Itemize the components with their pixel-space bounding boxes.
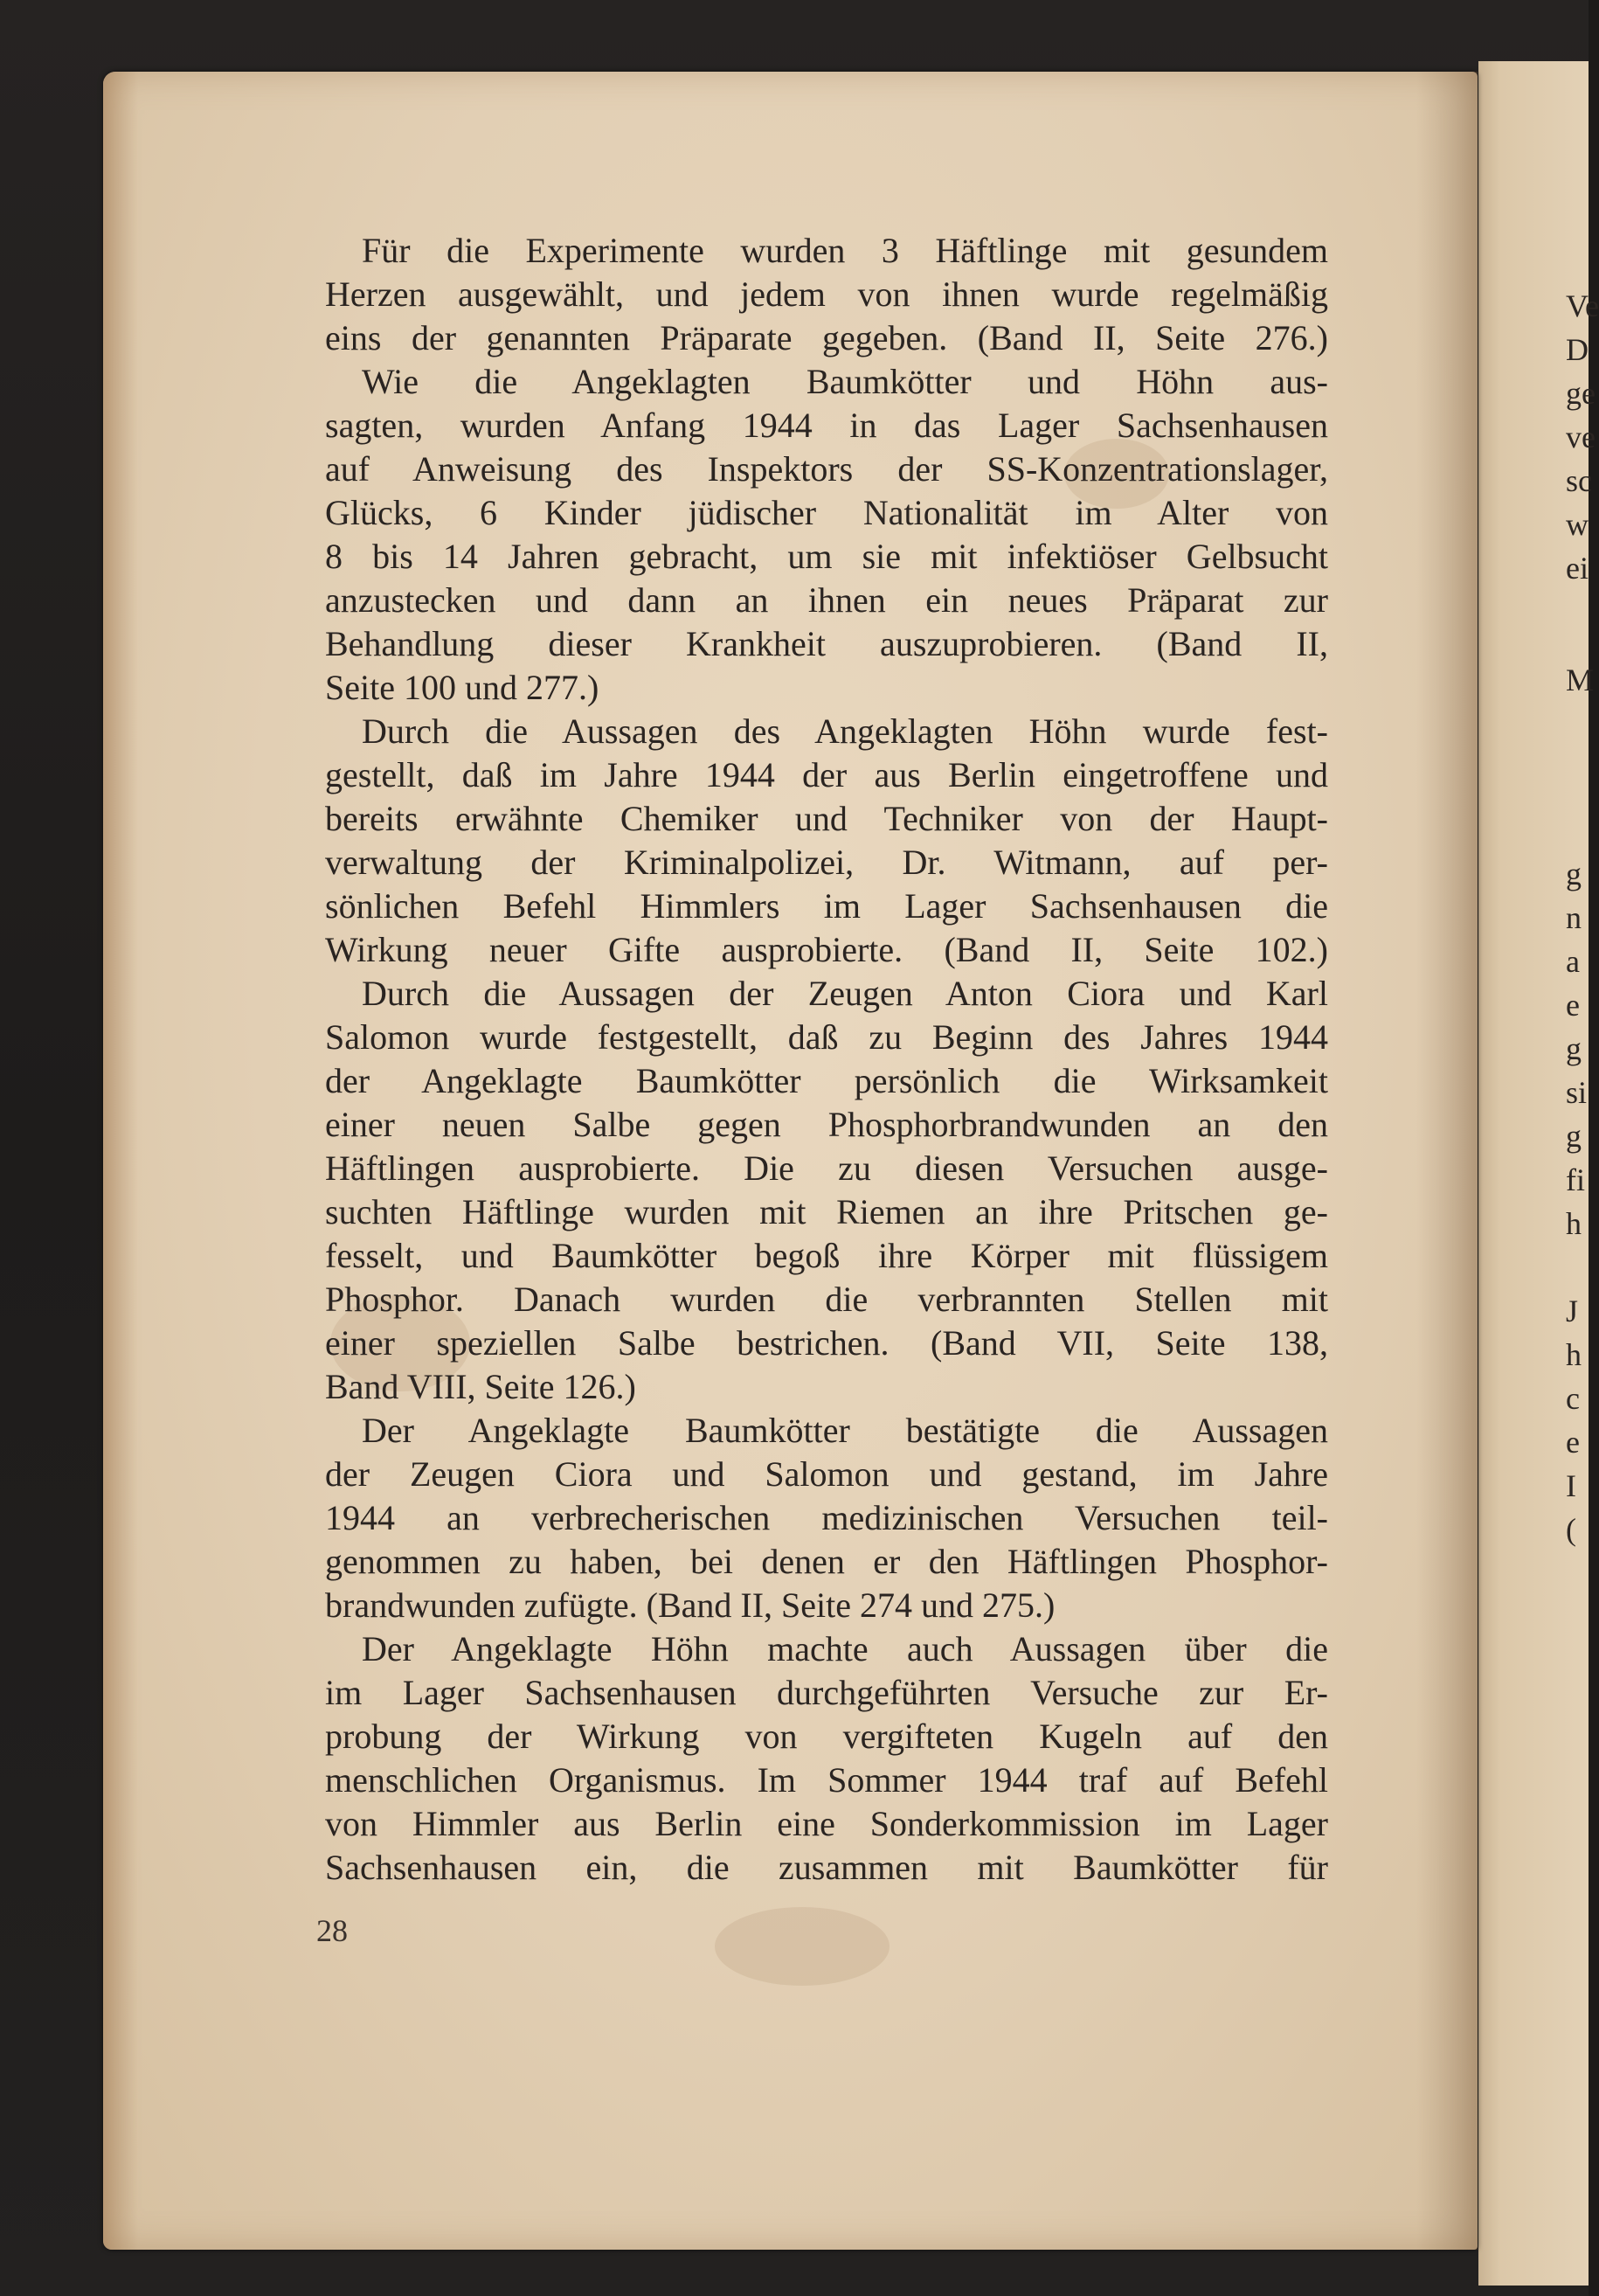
text-line: Sachsenhausen ein, die zusammen mit Baumkötter für [325,1848,1328,1887]
text-line: suchten Häftlinge wurden mit Riemen an ihre Pritschen ge- [325,1192,1328,1231]
facing-page-fragment: g [1566,1119,1582,1154]
text-line: verwaltung der Kriminalpolizei, Dr. Witmann, auf per- [325,843,1328,882]
facing-page-fragment: ei [1566,551,1589,586]
facing-page-fragment: g [1566,1031,1582,1066]
text-line: Für die Experimente wurden 3 Häftlinge mit gesundem [362,231,1328,270]
text-line: gestellt, daß im Jahre 1944 der aus Berlin eingetroffene und [325,755,1328,794]
text-line: Herzen ausgewählt, und jedem von ihnen wurde regelmäßig [325,274,1328,314]
text-line: Band VIII, Seite 126.) [325,1367,636,1406]
text-line: der Zeugen Ciora und Salomon und gestand, im Jahre [325,1454,1328,1494]
text-line: fesselt, und Baumkötter begoß ihre Körper mit flüssigem [325,1236,1328,1275]
text-line: Behandlung dieser Krankheit auszuprobieren. (Band II, [325,624,1328,663]
text-line: 1944 an verbrecherischen medizinischen Versuchen teil- [325,1498,1328,1537]
facing-page-fragment: fi [1566,1162,1585,1197]
text-line: Glücks, 6 Kinder jüdischer Nationalität im Alter von [325,493,1328,532]
facing-page-edge [1478,61,1599,2286]
facing-page-fragment: ve [1566,420,1596,454]
text-line: Wie die Angeklagten Baumkötter und Höhn aus- [362,362,1328,401]
text-line: sagten, wurden Anfang 1944 in das Lager Sachsenhausen [325,406,1328,445]
text-line: Seite 100 und 277.) [325,668,599,707]
text-line: im Lager Sachsenhausen durchgeführten Versuche zur Er- [325,1673,1328,1712]
facing-page-fragment: Ve [1566,288,1599,323]
text-line: einer neuen Salbe gegen Phosphorbrandwunden an den [325,1105,1328,1144]
text-line: 8 bis 14 Jahren gebracht, um sie mit infektiöser Gelbsucht [325,537,1328,576]
text-line: Der Angeklagte Baumkötter bestätigte die Aussagen [362,1411,1328,1450]
text-line: Häftlingen ausprobierte. Die zu diesen Versuchen ausge- [325,1148,1328,1188]
text-line: der Angeklagte Baumkötter persönlich die Wirksamkeit [325,1061,1328,1100]
text-line: von Himmler aus Berlin eine Sonderkommission im Lager [325,1804,1328,1843]
facing-page-fragment: h [1566,1337,1582,1372]
text-line: Phosphor. Danach wurden die verbrannten Stellen mit [325,1280,1328,1319]
text-line: Wirkung neuer Gifte ausprobierte. (Band II, Seite 102.) [325,930,1328,969]
text-line: sönlichen Befehl Himmlers im Lager Sachsenhausen die [325,886,1328,926]
text-line: anzustecken und dann an ihnen ein neues Präparat zur [325,580,1328,620]
facing-page-fragment: ( [1566,1512,1576,1547]
text-line: Durch die Aussagen des Angeklagten Höhn wurde fest- [362,711,1328,751]
text-line: Durch die Aussagen der Zeugen Anton Ciora und Karl [362,974,1328,1013]
facing-page-fragment: h [1566,1206,1582,1241]
facing-page-fragment: sc [1566,463,1592,498]
text-line: genommen zu haben, bei denen er den Häftlingen Phosphor- [325,1542,1328,1581]
facing-page-fragment: I [1566,1468,1576,1503]
text-line: bereits erwähnte Chemiker und Techniker von der Haupt- [325,799,1328,838]
facing-page-fragment: J [1566,1294,1579,1328]
text-line: Salomon wurde festgestellt, daß zu Beginn des Jahres 1944 [325,1017,1328,1057]
facing-page-fragment: D [1566,332,1589,367]
facing-page-fragment: w [1566,507,1589,542]
facing-page-fragment: si [1566,1075,1588,1110]
text-line: menschlichen Organismus. Im Sommer 1944 traf auf Befehl [325,1760,1328,1800]
body-text [325,229,1328,1890]
facing-page-fragment: n [1566,900,1582,935]
paper-stain [715,1907,889,1986]
text-line: brandwunden zufügte. (Band II, Seite 274 und 275.) [325,1585,1056,1625]
text-line: probung der Wirkung von vergifteten Kugeln auf den [325,1717,1328,1756]
facing-page-fragment: a [1566,944,1580,979]
text-line: eins der genannten Präparate gegeben. (Band II, Seite 276.) [325,318,1328,357]
facing-page-fragment: c [1566,1381,1580,1416]
text-line: einer speziellen Salbe bestrichen. (Band VII, Seite 138, [325,1323,1328,1363]
facing-page-fragment: M [1566,662,1595,697]
page-number: 28 [316,1913,348,1948]
facing-page-fragment: e [1566,1425,1580,1460]
facing-page-fragment: e [1566,988,1580,1023]
facing-page-fragment: g [1566,857,1582,891]
facing-page-fragment: ge [1566,376,1596,411]
text-line: auf Anweisung des Inspektors der SS-Konzentrationslager, [325,449,1328,489]
text-line: Der Angeklagte Höhn machte auch Aussagen über die [362,1629,1328,1668]
